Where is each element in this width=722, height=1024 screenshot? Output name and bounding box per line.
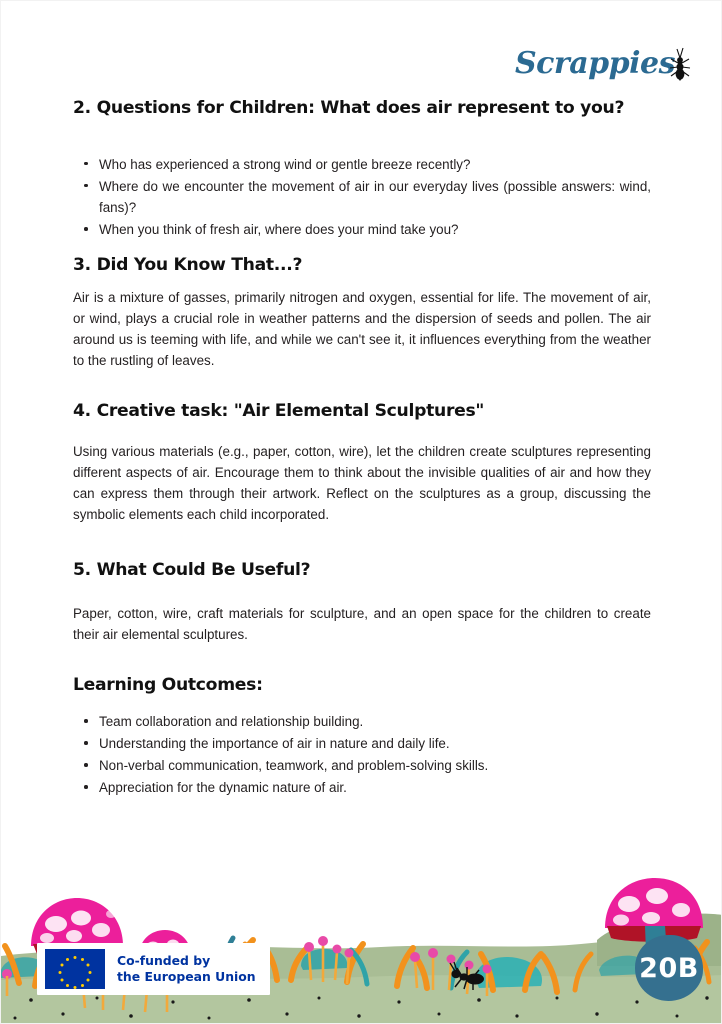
- eu-funding-line1: Co-funded by: [117, 953, 211, 969]
- list-item-label: Who has experienced a strong wind or gentle breeze recently?: [99, 156, 471, 172]
- list-item: [99, 711, 651, 732]
- list-item: [99, 219, 651, 240]
- list-item: [99, 777, 651, 798]
- list-item-label: Appreciation for the dynamic nature of air.: [99, 780, 347, 796]
- ant-icon: [667, 43, 693, 83]
- eu-flag-icon: [45, 949, 105, 989]
- eu-funding-line2: the European Union: [117, 969, 256, 984]
- learning-outcomes-heading: Learning Outcomes:: [73, 675, 263, 696]
- list-item: [99, 176, 651, 218]
- eu-funding-badge: [37, 943, 270, 995]
- learning-outcomes-list: [73, 711, 651, 799]
- section-paragraph-4: Using various materials (e.g., paper, cotton, wire), let the children create sculptures representing different aspects of air. Encourage them to think about the invisible qualities of air and how they can express them through their artwork. Reflect on the sculptures as a group, discussing the symbolic elements each child incorporated.: [73, 443, 651, 523]
- questions-list: [73, 154, 651, 241]
- section-heading-5: 5. What Could Be Useful?: [73, 559, 311, 580]
- list-item: [99, 755, 651, 776]
- footer-artwork: [1, 848, 722, 1023]
- section-heading-4: 4. Creative task: "Air Elemental Sculptures": [73, 401, 485, 422]
- section-heading-2: 2. Questions for Children: What does air represent to you?: [73, 98, 625, 118]
- list-item-label: Understanding the importance of air in nature and daily life.: [99, 736, 450, 752]
- footer-illustration: [1, 848, 722, 1023]
- list-item-label: When you think of fresh air, where does your mind take you?: [99, 222, 459, 238]
- section-paragraph-5: Paper, cotton, wire, craft materials for sculpture, and an open space for the children to create their air elemental sculptures.: [73, 606, 651, 643]
- list-item-label: Team collaboration and relationship building.: [99, 713, 364, 729]
- document-content: [73, 1, 651, 800]
- list-item: [99, 154, 651, 175]
- list-item-label: Non-verbal communication, teamwork, and problem-solving skills.: [99, 758, 489, 774]
- section-heading-3: 3. Did You Know That...?: [73, 255, 303, 276]
- section-paragraph-3: Air is a mixture of gasses, primarily nitrogen and oxygen, essential for life. The movement of air, or wind, plays a crucial role in weather patterns and the dispersion of seeds and pollen. The air around us is teeming with life, and while we can't see it, it influences everything from the weather to the rustling of leaves.: [73, 289, 651, 369]
- eu-funding-text: [117, 953, 256, 984]
- list-item-label: Where do we encounter the movement of air in our everyday lives (possible answers: wind, fans)?: [99, 178, 651, 215]
- page-number-badge: 20B: [635, 935, 703, 1001]
- list-item: [99, 733, 651, 754]
- brand-logo-text: Scrappies: [514, 46, 675, 81]
